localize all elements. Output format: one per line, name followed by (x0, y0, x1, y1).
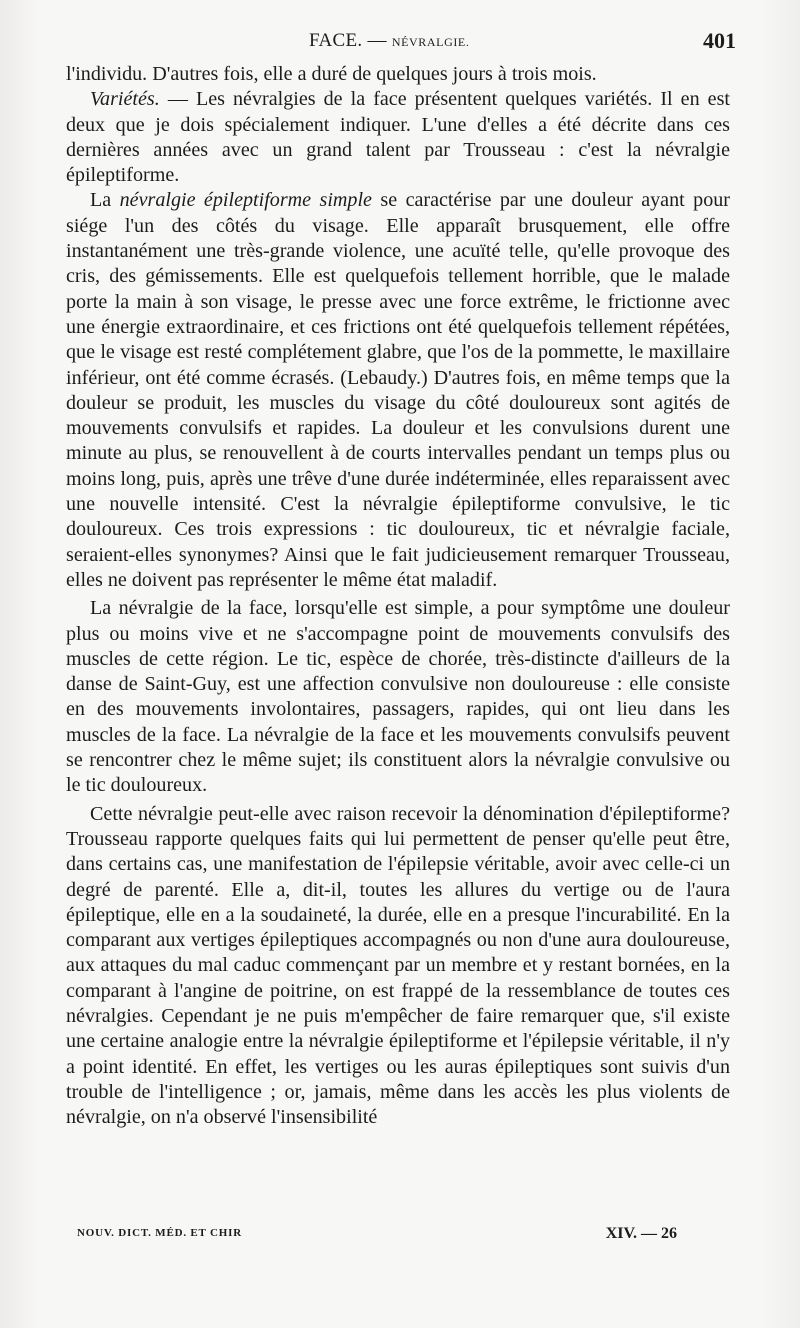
paragraph-3-term: névralgie épileptiforme simple (119, 189, 372, 212)
paragraph-4 (66, 596, 730, 798)
running-title-main: FACE. — (309, 30, 392, 51)
body-text (66, 62, 730, 1130)
paragraph-2-heading: Variétés. (90, 88, 160, 111)
paragraph-5-text: Cette névralgie peut-elle avec raison recevoir la dénomination d'épileptiforme? Trousseau rapporte quelques faits qui lui permettent de penser qu'elle peut être, dans certains cas, une manifestation de l'épilepsie véritable, avoir avec celle-ci un degré de parenté. Elle a, dit-il, toutes les allures du vertige ou de l'aura épileptique, elle en a la soudaineté, la durée, elle en a presque l'incurabilité. En la comparant aux vertiges épileptiques accompagnés ou non d'une aura douloureuse, aux attaques du mal caduc commençant par un membre et y restant bornées, en la comparant à l'angine de poitrine, on est frappé de la ressemblance de toutes ces névralgies. Cependant je ne puis m'empêcher de faire remarquer que, s'il existe une certaine analogie entre la névralgie épileptiforme et l'épilepsie véritable, il n'y a point identité. En effet, les vertiges ou les auras épileptiques sont suivis d'un trouble de l'intelligence ; or, jamais, même dans les accès les plus violents de névralgie, on n'a observé l'insensibilité (66, 802, 730, 1129)
page-number: 401 (703, 28, 736, 53)
paragraph-3 (66, 188, 730, 593)
paragraph-3-text: se caractérise par une douleur ayant pour siége l'un des côtés du visage. Elle apparaît brusquement, elle offre instantanément une très-grande violence, une acuïté telle, qu'elle provoque des cris, des gémissements. Elle est quelquefois tellement horrible, que le malade porte la main à son visage, le presse avec une force extrême, le frictionne avec une énergie extraordinaire, et ces frictions ont été quelquefois tellement répétées, que le visage est resté complétement glabre, que l'os de la pommette, le maxillaire inférieur, ont été comme écrasés. (Lebaudy.) D'autres fois, en même temps que la douleur se produit, les muscles du visage du côté douloureux sont agités de mouvements convulsifs et rapides. La douleur et les convulsions durent une minute au plus, se renouvellent à de courts intervalles pendant un temps plus ou moins long, puis, après une trêve d'une durée indéterminée, elles reparaissent avec une nouvelle intensité. C'est la névralgie épileptiforme convulsive, le tic douloureux. Ces trois expressions : tic douloureux, tic et névralgie faciale, seraient-elles synonymes? Ainsi que le fait judicieusement remarquer Trousseau, elles ne doivent pas représenter le même état maladif. (66, 189, 730, 591)
footer-imprint: NOUV. DICT. MÉD. ET CHIR (77, 1227, 242, 1239)
running-title (309, 30, 469, 52)
paragraph-2-text: — Les névralgies de la face présentent quelques variétés. Il en est deux que je dois spécialement indiquer. L'une d'elles a été décrite dans ces dernières années avec un grand talent par Trousseau : c'est la névralgie épileptiforme. (66, 88, 730, 187)
running-header (66, 30, 738, 58)
running-title-sub: NÉVRALGIE. (391, 35, 470, 49)
paragraph-1-text: l'individu. D'autres fois, elle a duré de quelques jours à trois mois. (66, 63, 597, 85)
page-footer (77, 1225, 677, 1245)
paragraph-2 (66, 87, 730, 188)
signature-mark: XIV. — 26 (605, 1225, 677, 1242)
paragraph-1 (66, 62, 730, 87)
paragraph-3-prefix: La (90, 189, 120, 212)
paragraph-4-text: La névralgie de la face, lorsqu'elle est simple, a pour symptôme une douleur plus ou moins vive et ne s'accompagne point de mouvements convulsifs des muscles de cette région. Le tic, espèce de chorée, très-distincte d'ailleurs de la danse de Saint-Guy, est une affection convulsive non douloureuse : elle consiste en des mouvements involontaires, passagers, rapides, qui ont lieu dans les muscles de la face. La névralgie de la face et les mouvements convulsifs peuvent se rencontrer chez le même sujet; ils constituent alors la névralgie convulsive ou le tic douloureux. (66, 597, 730, 797)
paragraph-5 (66, 802, 730, 1131)
